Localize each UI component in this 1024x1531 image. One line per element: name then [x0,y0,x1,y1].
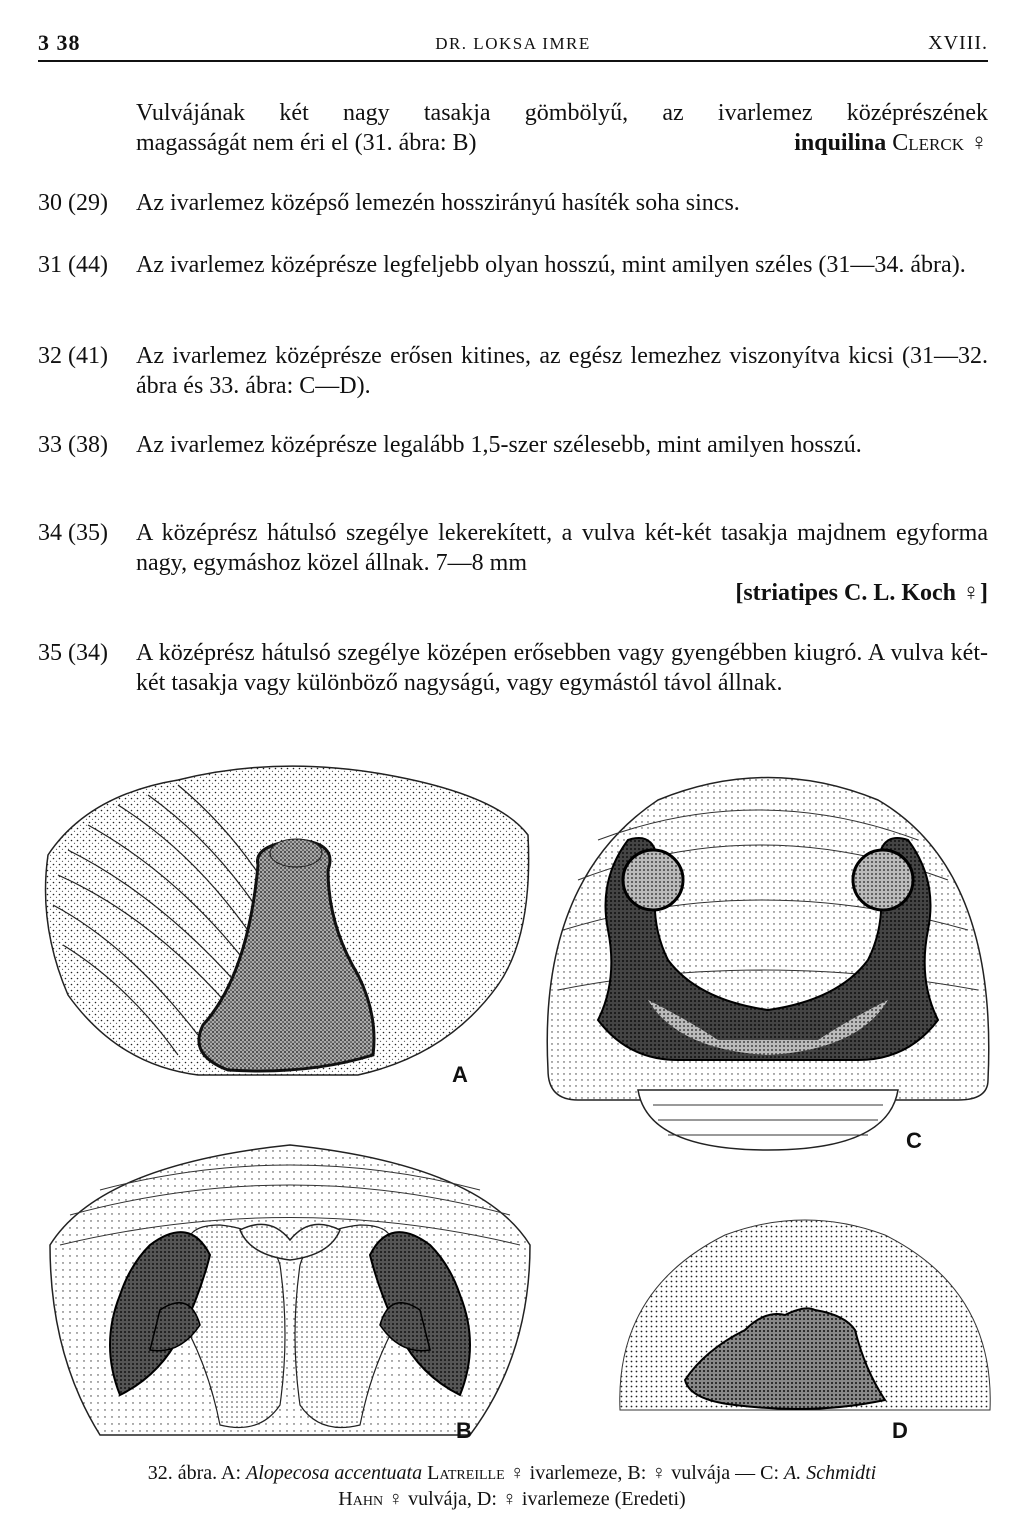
entry-number: 31 (44) [38,252,108,278]
section-number: XVIII. [928,32,988,54]
figure-b-vulva-drawing [40,1135,540,1445]
entry-text: A középrész hátulsó szegélye középen erősebben vagy gyengébben kiugró. A vulva két-két tasakja vagy különböző nagyságú, vagy egymástól távol állnak. [136,640,988,696]
intro-paragraph [136,98,988,158]
intro-line-2-wrap [136,128,988,158]
figure-d-epigyne-drawing [615,1210,995,1425]
entry-text: A középrész hátulsó szegélye lekerekített, a vulva két-két tasakja majdnem egyforma nagy, egymáshoz közel állnak. 7—8 mm [136,520,988,576]
entry-text: Az ivarlemez középrésze erősen kitines, az egész lemezhez viszonyítva kicsi (31—32. ábra és 33. ábra: C—D). [136,343,988,399]
intro-line-1: Vulvájának két nagy tasakja gömbölyű, az ivarlemez középrészének [136,100,988,126]
entry-number: 32 (41) [38,343,108,369]
caption-species-2: A. Schmidti [784,1462,877,1484]
caption-part-2: ♀ vulvája, D: ♀ ivarlemeze (Eredeti) [388,1488,686,1510]
figure-a-epigyne-drawing [28,755,538,1100]
running-author: DR. LOKSA IMRE [435,34,591,53]
caption-part-1: ♀ ivarlemeze, B: ♀ vulvája — C: [509,1462,780,1484]
caption-species-1: Alopecosa accentuata [246,1462,423,1484]
intro-taxon [794,128,988,158]
figure-label-a: A [452,1062,468,1087]
figure-caption [30,1460,994,1512]
entry-text-wrap [136,518,988,608]
entry-text: Az ivarlemez középrésze legfeljebb olyan hosszú, mint amilyen széles (31—34. ábra). [136,252,966,278]
figure-label-b: B [456,1418,472,1443]
intro-species: inquilina [794,130,887,156]
intro-line-2: magasságát nem éri el (31. ábra: B) [136,130,477,156]
entry-number: 35 (34) [38,640,108,666]
entry-taxon: [striatipes C. L. Koch ♀] [735,580,988,606]
entry-number: 34 (35) [38,520,108,546]
page-number: 3 38 [38,30,81,55]
entry-text: Az ivarlemez középső lemezén hosszirányú hasíték soha sincs. [136,190,740,216]
figure-c-vulva-drawing [538,760,998,1160]
figure-label-d: D [892,1418,908,1443]
intro-author: Clerck [892,130,964,156]
entry-number: 30 (29) [38,190,108,216]
caption-author-2: Hahn [338,1488,384,1510]
caption-prefix: 32. ábra. A: [147,1462,242,1484]
page-header [38,30,988,60]
intro-sex: ♀ [970,130,988,156]
header-rule [38,60,988,62]
entry-number: 33 (38) [38,432,108,458]
figure-label-c: C [906,1128,922,1153]
entry-text: Az ivarlemez középrésze legalább 1,5-szer szélesebb, mint amilyen hosszú. [136,432,862,458]
caption-author-1: Latreille [427,1462,505,1484]
